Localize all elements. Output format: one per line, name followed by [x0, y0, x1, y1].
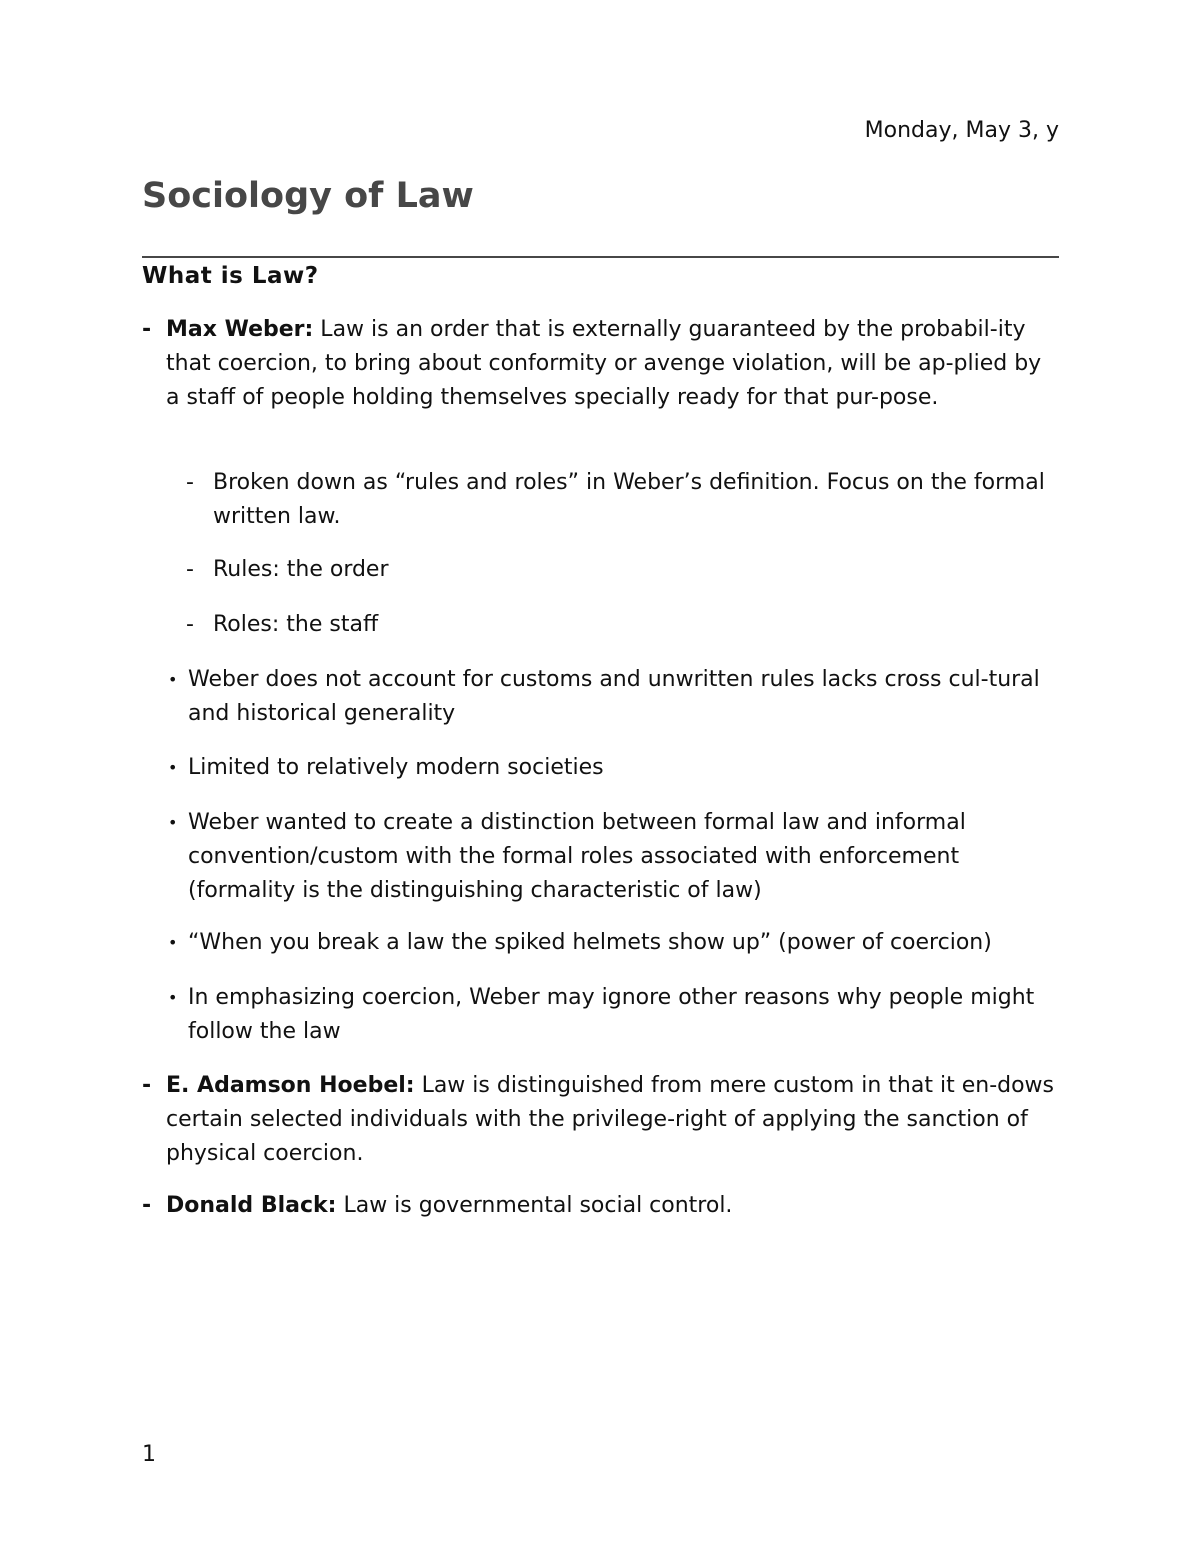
dash-marker: -: [142, 1193, 152, 1218]
weber-subpoint: [186, 553, 1046, 587]
list-item: [168, 663, 1060, 731]
list-item: [142, 313, 1060, 415]
list-item: [186, 608, 1046, 642]
weber-bullet: [168, 806, 1060, 908]
bullet-marker: •: [168, 988, 178, 1007]
dash-marker: -: [142, 317, 152, 342]
dash-marker: -: [186, 470, 194, 495]
subpoint-text: Roles: the staff: [213, 612, 379, 637]
bullet-marker: •: [168, 813, 178, 832]
bullet-marker: •: [168, 933, 178, 952]
weber-bullet: [168, 981, 1060, 1049]
bullet-marker: •: [168, 758, 178, 777]
weber-subpoint: [186, 466, 1046, 534]
title-divider: [142, 256, 1059, 258]
weber-bullet: [168, 751, 1060, 785]
definition-term: E. Adamson Hoebel:: [166, 1073, 415, 1098]
definition-text: Law is distinguished from mere custom in that it en-dows certain selected individuals with the privilege-right of applying the sanction of physical coercion.: [166, 1073, 1055, 1166]
definition-weber: [142, 313, 1060, 415]
dash-marker: -: [142, 1073, 152, 1098]
list-item: [168, 751, 1060, 785]
list-item: [186, 466, 1046, 534]
bullet-text: Weber wanted to create a distinction between formal law and informal convention/custom with the formal roles associated with enforcement (formality is the distinguishing characteristic of law): [188, 810, 966, 903]
section-heading: What is Law?: [142, 263, 319, 289]
definition-term: Max Weber:: [166, 317, 314, 342]
weber-bullet: [168, 663, 1060, 731]
date-header: Monday, May 3, y: [864, 118, 1059, 143]
bullet-text: Weber does not account for customs and unwritten rules lacks cross cul-tural and historical generality: [188, 667, 1040, 726]
bullet-text: Limited to relatively modern societies: [188, 755, 604, 780]
definition-black: [142, 1189, 1060, 1223]
definition-hoebel: [142, 1069, 1060, 1171]
definition-text: Law is an order that is externally guaranteed by the probabil-ity that coercion, to bring about conformity or avenge violation, will be ap-plied by a staff of people holding themselves specially ready for that pur-pose.: [166, 317, 1042, 410]
bullet-text: “When you break a law the spiked helmets show up” (power of coercion): [188, 930, 992, 955]
list-item: [168, 926, 1060, 960]
definition-term: Donald Black:: [166, 1193, 337, 1218]
bullet-marker: •: [168, 670, 178, 689]
subpoint-text: Rules: the order: [213, 557, 389, 582]
weber-subpoint: [186, 608, 1046, 642]
definition-text: Law is governmental social control.: [336, 1193, 733, 1218]
list-item: [168, 806, 1060, 908]
page-number: 1: [142, 1442, 156, 1467]
list-item: [168, 981, 1060, 1049]
subpoint-text: Broken down as “rules and roles” in Weber’s definition. Focus on the formal written law.: [213, 470, 1045, 529]
dash-marker: -: [186, 557, 194, 582]
list-item: [186, 553, 1046, 587]
list-item: [142, 1189, 1060, 1223]
bullet-text: In emphasizing coercion, Weber may ignore other reasons why people might follow the law: [188, 985, 1035, 1044]
weber-bullet: [168, 926, 1060, 960]
dash-marker: -: [186, 612, 194, 637]
list-item: [142, 1069, 1060, 1171]
page-title: Sociology of Law: [142, 176, 474, 216]
